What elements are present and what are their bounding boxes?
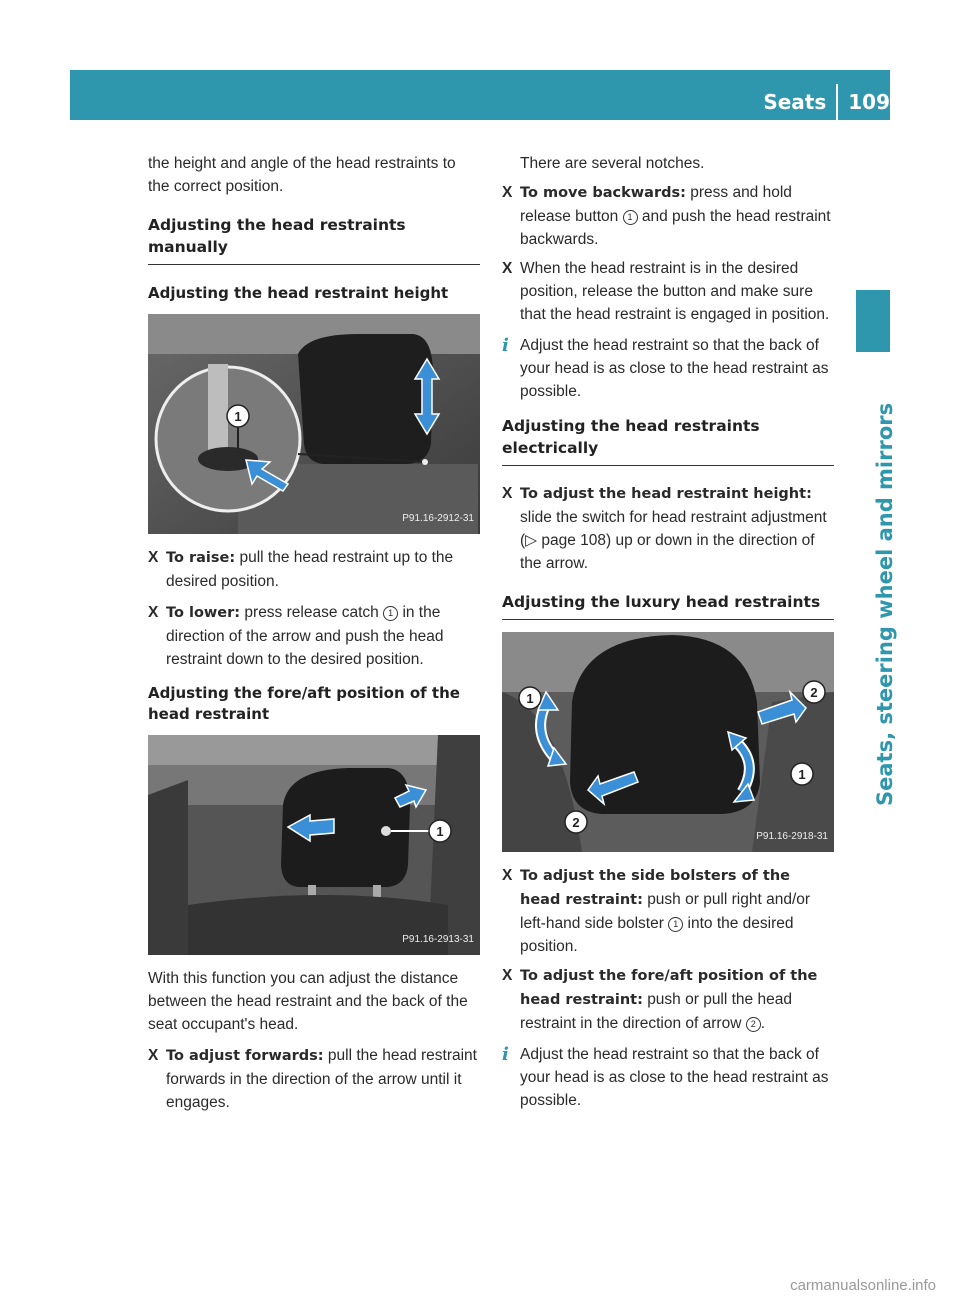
- heading-electric: Adjusting the head restraints electrically: [502, 415, 834, 466]
- notches-text: There are several notches.: [520, 155, 705, 172]
- image-code: P91.16-2913-31: [402, 934, 474, 945]
- side-chapter-title: Seats, steering wheel and mirrors: [873, 402, 897, 806]
- page-header: [763, 84, 890, 120]
- image-code: P91.16-2912-31: [402, 513, 474, 524]
- svg-text:1: 1: [436, 824, 444, 839]
- image-luxury-restraint: [502, 632, 834, 852]
- page-number: 109: [848, 90, 890, 114]
- svg-text:2: 2: [810, 685, 818, 700]
- step-fore-aft-luxury: X To adjust the fore/aft position of the head restraint: push or pull the head restraint in the direction of arrow 2 .: [502, 964, 834, 1035]
- callout-number: 1: [668, 917, 683, 932]
- x-step-marker-icon: X: [502, 260, 513, 277]
- section-title: Seats: [763, 90, 827, 114]
- callout-number: 1: [383, 606, 398, 621]
- info-note-1: i Adjust the head restraint so that the back of your head is as close to the head restraint as possible.: [502, 335, 829, 400]
- x-step-marker-icon: X: [148, 604, 159, 621]
- step-backwards: X To move backwards: press and hold release button 1 and push the head restraint backwards.: [502, 181, 834, 251]
- callout-number: 1: [623, 210, 638, 225]
- side-tab: [856, 290, 890, 352]
- svg-text:2: 2: [572, 815, 580, 830]
- x-step-marker-icon: X: [148, 549, 159, 566]
- svg-text:1: 1: [798, 767, 806, 782]
- footer-watermark[interactable]: carmanualsonline.info: [790, 1277, 936, 1294]
- x-step-marker-icon: X: [502, 184, 513, 201]
- step-forwards: X To adjust forwards: pull the head restraint forwards in the direction of the arrow until it engages.: [148, 1044, 480, 1114]
- step-when-desired: X When the head restraint is in the desired position, release the button and make sure that the head restraint is engaged in position.: [502, 257, 834, 326]
- image-code: P91.16-2918-31: [756, 831, 828, 842]
- image-head-restraint-height: [148, 314, 480, 534]
- info-icon: i: [502, 335, 509, 356]
- image-fore-aft: [148, 735, 480, 955]
- svg-text:1: 1: [526, 691, 534, 706]
- heading-luxury: Adjusting the luxury head restraints: [502, 591, 834, 620]
- x-step-marker-icon: X: [502, 867, 513, 884]
- x-step-marker-icon: X: [502, 485, 513, 502]
- subheading-fore-aft: Adjusting the fore/aft position of the head restraint: [148, 684, 460, 723]
- step-raise: X To raise: pull the head restraint up to the desired position.: [148, 546, 480, 593]
- x-step-marker-icon: X: [502, 967, 513, 984]
- heading-manual: Adjusting the head restraints manually: [148, 214, 480, 265]
- step-lower: X To lower: press release catch 1 in the direction of the arrow and push the head restraint down to the desired position.: [148, 601, 480, 671]
- intro-text: the height and angle of the head restraints to the correct position.: [148, 155, 456, 195]
- step-electric-height: X To adjust the head restraint height: slide the switch for head restraint adjustment (▷ page 108) up or down in the direction of the arrow.: [502, 482, 834, 575]
- info-icon: i: [502, 1044, 509, 1065]
- header-separator: [836, 84, 838, 120]
- info-note-2: i Adjust the head restraint so that the back of your head is as close to the head restraint as possible.: [502, 1044, 829, 1109]
- step-side-bolsters: X To adjust the side bolsters of the head restraint: push or pull right and/or left-hand side bolster 1 into the desired position.: [502, 864, 834, 958]
- svg-text:1: 1: [234, 409, 242, 424]
- x-step-marker-icon: X: [148, 1047, 159, 1064]
- left-column: [148, 152, 480, 1114]
- subheading-height: Adjusting the head restraint height: [148, 284, 449, 302]
- right-column: [502, 152, 834, 1112]
- callout-number: 2: [746, 1017, 761, 1032]
- function-text: With this function you can adjust the distance between the head restraint and the back of the seat occupant's head.: [148, 970, 468, 1033]
